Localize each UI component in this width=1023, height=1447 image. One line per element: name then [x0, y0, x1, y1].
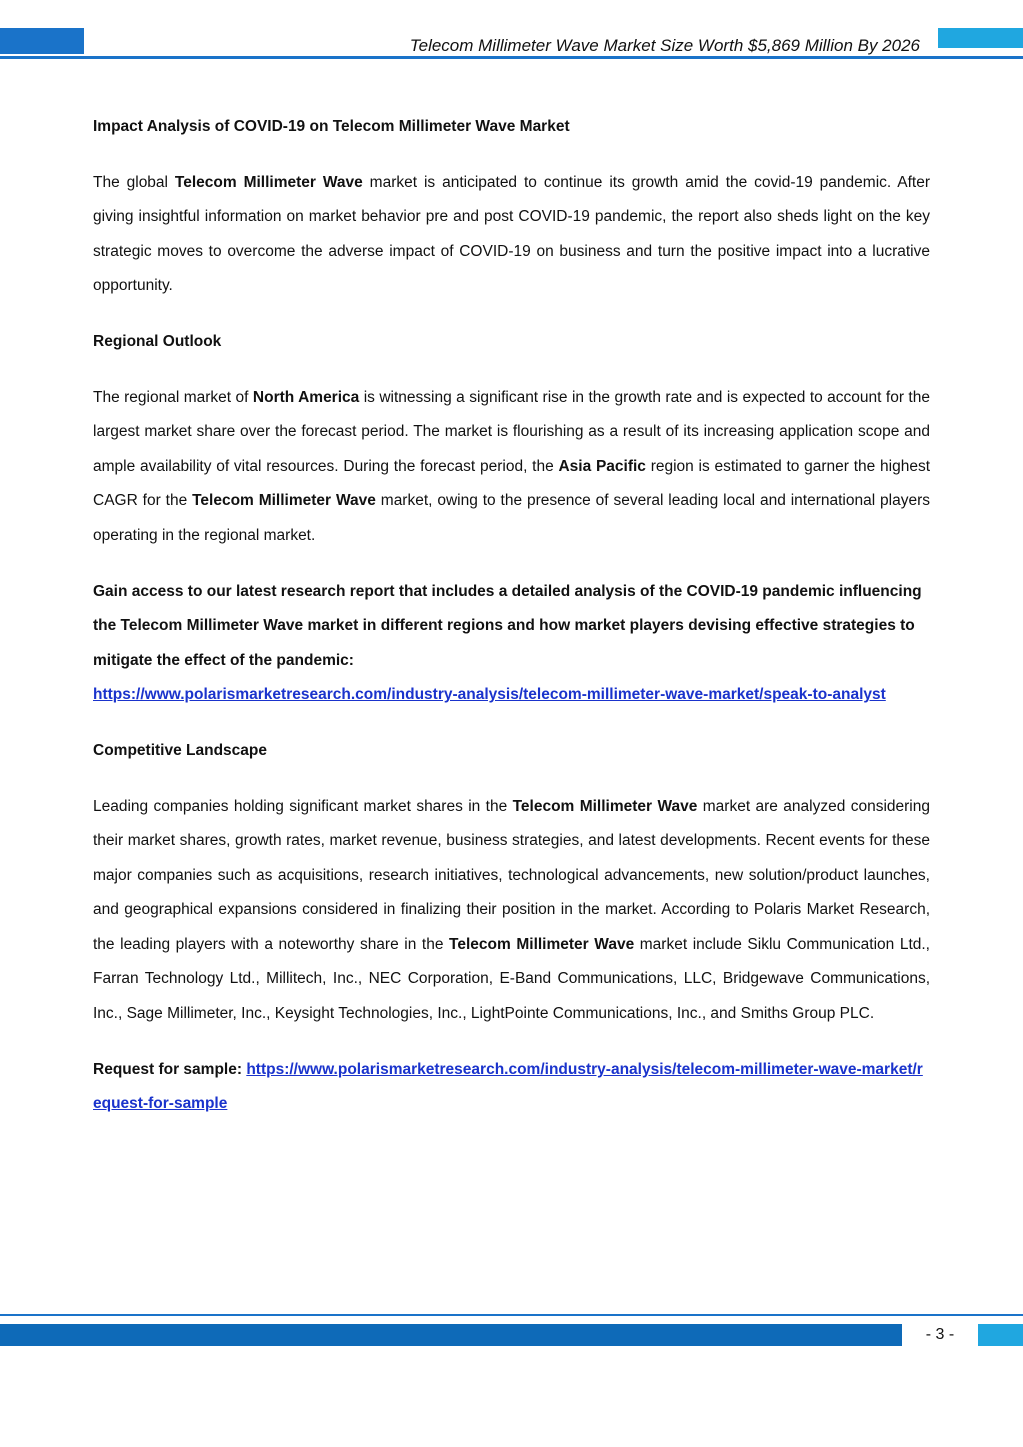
regional-outlook-paragraph	[93, 381, 930, 554]
speak-to-analyst-link[interactable]: https://www.polarismarketresearch.com/industry-analysis/telecom-millimeter-wave-market/speak-to-analyst	[93, 686, 886, 704]
text-run: The global	[93, 173, 175, 191]
text-run: market, owing to the presence of several leading local and international players operating in the regional market.	[93, 492, 931, 544]
competitive-landscape-heading: Competitive Landscape	[93, 741, 267, 759]
bold-text-run: Telecom Millimeter Wave	[449, 935, 635, 953]
header-left-bar	[0, 28, 84, 54]
text-run: market are analyzed considering their market shares, growth rates, market revenue, business strategies, and latest developments. Recent events for these major companies such as acquisitions, research initiatives, technological advancements, new solution/product launches, and geographical expansions considered in finalizing their position in the market. According to Polaris Market Research, the leading players with a noteworthy share in the	[93, 797, 930, 953]
page-number: - 3 -	[925, 1326, 955, 1343]
text-run: market is anticipated to continue its growth amid the covid-19 pandemic. After giving insightful information on market behavior pre and post COVID-19 pandemic, the report also sheds light on the key strategic moves to overcome the adverse impact of COVID-19 on business and turn the positive impact into a lucrative opportunity.	[93, 173, 930, 295]
footer-rule	[0, 1314, 1023, 1316]
header-right-bar	[938, 28, 1023, 48]
bold-text-run: Telecom Millimeter Wave	[512, 797, 698, 815]
bold-text-run: Asia Pacific	[558, 457, 646, 475]
text-run: Leading companies holding significant market shares in the	[93, 797, 513, 815]
footer-bar	[0, 1324, 902, 1346]
bold-text-run: North America	[252, 388, 360, 406]
request-sample-link[interactable]: https://www.polarismarketresearch.com/industry-analysis/telecom-millimeter-wave-market/request-for-sample	[93, 1060, 923, 1113]
header-title: Telecom Millimeter Wave Market Size Worth $5,869 Million By 2026	[409, 36, 920, 55]
request-sample-paragraph	[93, 1053, 930, 1122]
covid-impact-heading: Impact Analysis of COVID-19 on Telecom Millimeter Wave Market	[93, 118, 570, 135]
text-run: market include Siklu Communication Ltd., Farran Technology Ltd., Millitech, Inc., NEC Corporation, E-Band Communications, LLC, Bridgewave Communications, Inc., Sage Millimeter, Inc., Keysight Technologies, Inc., LightPointe Communications, Inc., and Smiths Group PLC.	[93, 935, 930, 1023]
footer-right-block	[978, 1324, 1023, 1346]
text-run: is witnessing a significant rise in the growth rate and is expected to account for the largest market share over the forecast period. The market is flourishing as a result of its increasing application scope and ample availability of vital resources. During the forecast period, the	[93, 388, 930, 475]
document-body	[93, 110, 930, 1143]
header-rule	[0, 56, 1023, 59]
bold-text-run: Telecom Millimeter Wave	[192, 492, 376, 510]
text-run: region is estimated to garner the highest CAGR for the	[93, 457, 930, 510]
competitive-landscape-paragraph	[93, 790, 930, 1032]
text-run: The regional market of	[93, 388, 253, 406]
request-sample-label: Request for sample:	[93, 1060, 247, 1078]
covid-impact-paragraph	[93, 166, 930, 304]
regional-outlook-heading: Regional Outlook	[93, 332, 222, 350]
bold-text-run: Telecom Millimeter Wave	[174, 173, 363, 191]
cta-text: Gain access to our latest research report that includes a detailed analysis of the COVID-19 pandemic influencing the Telecom Millimeter Wave market in different regions and how market players devising effective strategies to mitigate the effect of the pandemic:	[93, 582, 922, 669]
call-to-action-paragraph	[93, 575, 930, 713]
